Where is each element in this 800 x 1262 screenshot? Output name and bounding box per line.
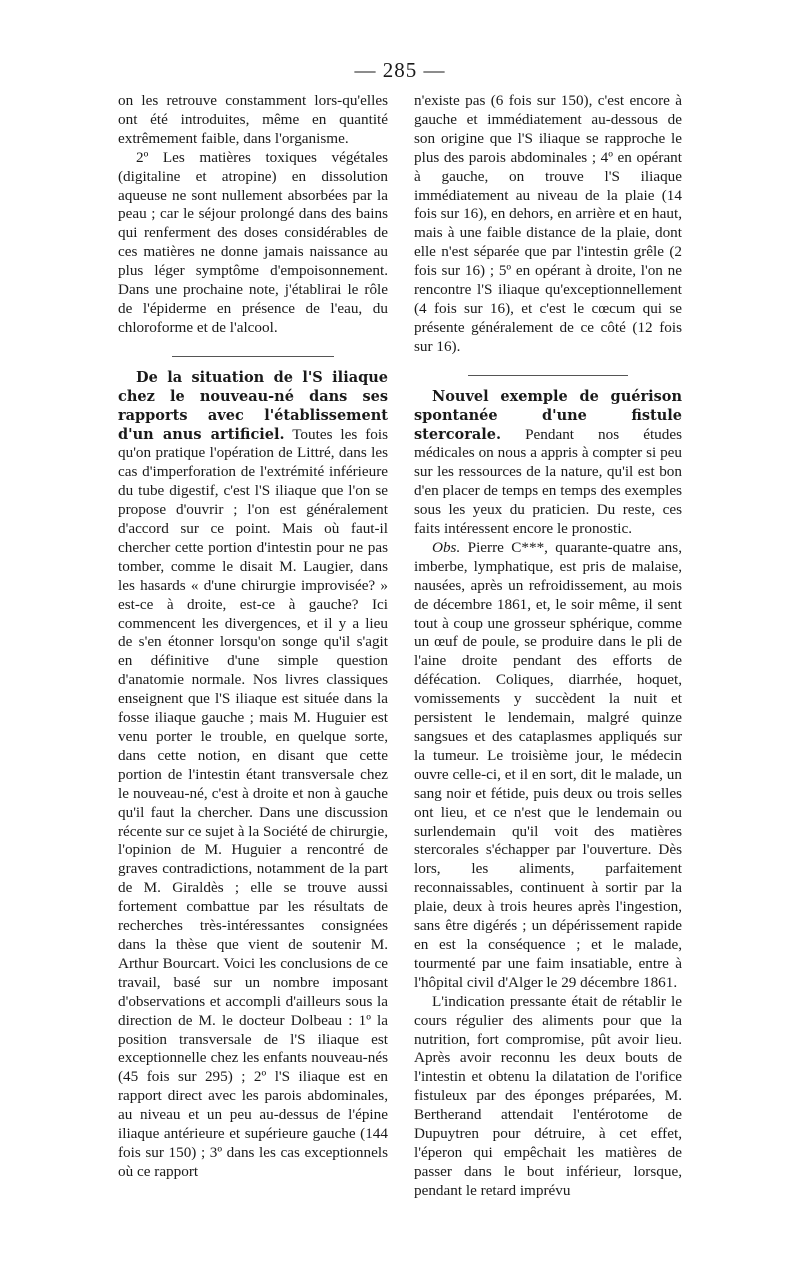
section-divider	[468, 375, 629, 376]
page-number: — 285 —	[354, 58, 446, 82]
section-body-s-iliaque: Toutes les fois qu'on pratique l'opération de Littré, dans les cas d'imperforation de l'extrémité inférieure du tube digestif, c'est l'S iliaque que l'on se propose d'ouvrir ; l'on est généralement d'accord sur ce point. Mais où faut-il chercher cette portion d'intestin pour ne pas tomber, comme le disait M. Laugier, dans les hasards « d'une chirurgie improvisée? » est-ce à droite, est-ce à gauche? Ici commencent les divergences, et il y a lieu de s'en étonner lorsqu'on songe qu'il s'agit en définitive d'une simple question d'anatomie normale. Nos livres classiques enseignent que l'S iliaque est située dans la fosse iliaque gauche ; mais M. Huguier est venu porter le trouble, en quelque sorte, dans cette notion, en disant que cette portion de l'intestin étant transversale chez le nouveau-né, c'est à droite et non à gauche qu'il faut la chercher. Dans une discussion récente sur ce sujet à la Société de chirurgie, l'opinion de M. Huguier a rencontré de graves contradictions, notamment de la part de M. Giraldès ; elle se trouve aussi fortement combattue par les résultats de recherches très-intéressantes consignées dans la thèse que vient de soutenir M. Arthur Bourcart. Voici les conclusions de ce travail, basé sur un nombre imposant d'observations et accompli d'ailleurs sous la direction de M. le docteur Dolbeau : 1º la position transversale de l'S iliaque est exceptionnelle chez les enfants nouveau-nés (45 fois sur 295) ; 2º l'S iliaque est en rapport direct avec les parois abdominales, au niveau et un peu au-dessus de l'épine iliaque antérieure et supérieure gauche (144 fois sur 150) ; 3º dans les cas exceptionnels où ce rapport	[118, 425, 389, 1180]
left-section-s-iliaque	[118, 369, 388, 1182]
section-heading-fistule: Nouvel exemple de guérison spontanée d'une fistule stercorale.	[414, 387, 682, 443]
section-heading-s-iliaque: De la situation de l'S iliaque chez le nouveau-né dans ses rapports avec l'établissement d'un anus artificiel.	[118, 368, 388, 443]
treatment-paragraph: L'indication pressante était de rétablir le cours régulier des aliments pour que la nutrition, fort compromise, pût avoir lieu. Après avoir reconnu les deux bouts de l'intestin et obtenu la dilatation de l'orifice fistuleux par des éponges préparées, M. Bertherand attendait l'entérotome de Dupuytren pour détruire, à cet effet, l'éperon qui empêchait les matières de passer dans le bout inférieur, lorsque, pendant le retard imprévu	[414, 992, 682, 1199]
section-divider	[172, 356, 334, 357]
left-column	[118, 92, 388, 1182]
left-paragraph-toxic-substances: 2º Les matières toxiques végétales (digitaline et atropine) en dissolution aqueuse ne sont nullement absorbées par la peau ; car le séjour prolongé dans des bains qui renferment des doses considérables de ces matières ne donne jamais naissance au plus léger symptôme d'empoisonnement. Dans une prochaine note, j'établirai le rôle de l'épiderme en présence de l'eau, du chloroforme et de l'alcool.	[118, 148, 388, 336]
right-section-fistule	[414, 388, 682, 539]
right-column	[414, 92, 682, 1201]
right-paragraph-continuation: n'existe pas (6 fois sur 150), c'est encore à gauche et immédiatement au-dessous de son origine que l'S iliaque se rapproche le plus des parois abdominales ; 4º en opérant à gauche, on trouve l'S iliaque immédiatement au niveau de la plaie (14 fois sur 16), en dehors, en arrière et en haut, mais à une faible distance de la plaie, dont elle n'est séparée que par l'intestin grêle (2 fois sur 16) ; 5º en opérant à droite, l'on ne rencontre l'S iliaque qu'exceptionnellement (4 fois sur 16), et c'est le cœcum qui se présente généralement de ce côté (12 fois sur 16).	[414, 92, 682, 355]
observation-label: Obs.	[432, 538, 461, 556]
left-paragraph-continuation: on les retrouve constamment lors-qu'elles ont été introduites, même en quantité extrêmement faible, dans l'organisme.	[118, 92, 388, 147]
observation-body: Pierre C***, quarante-quatre ans, imberbe, lymphatique, est pris de malaise, nausées, après un refroidissement, au mois de décembre 1861, et, le soir même, il sent tout à coup une grosseur sphérique, comme un œuf de poule, se produire dans le pli de l'aine droite pendant des efforts de défécation. Coliques, diarrhée, hoquet, vomissements y succèdent la nuit et persistent le lendemain, malgré quinze sangsues et des cataplasmes appliqués sur la tumeur. Le troisième jour, le médecin ouvre celle-ci, et il en sort, dit le malade, un sang noir et fétide, puis deux ou trois selles ont lieu, et ce n'est que le lendemain ou surlendemain qu'il voit des matières stercorales s'échapper par l'ouverture. Dès lors, les aliments, parfaitement reconnaissables, continuent à sortir par la plaie, deux à trois heures après l'ingestion, sans être digérés ; un dépérissement rapide en est la conséquence ; et le malade, tourmenté par une faim insatiable, entre à l'hôpital civil d'Alger le 29 décembre 1861.	[414, 538, 682, 991]
section-body-fistule: Pendant nos études médicales on nous a appris à compter si peu sur les ressources de la nature, qu'il est bon d'en placer de temps en temps des exemples sous les yeux du praticien. Du reste, ces faits intéressent encore le pronostic.	[414, 425, 682, 538]
observation-paragraph	[414, 539, 682, 993]
